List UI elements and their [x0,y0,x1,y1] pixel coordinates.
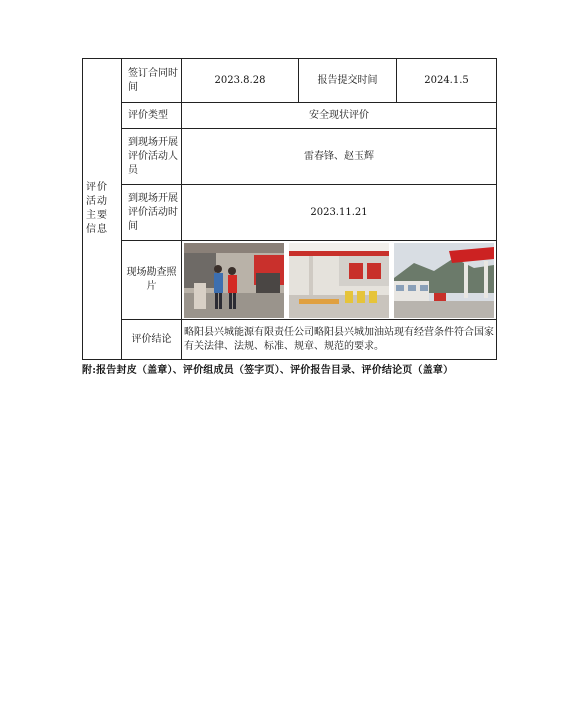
evaluation-info-table [82,58,497,360]
site-personnel-value: 雷春锋、赵玉辉 [182,129,497,185]
report-date-label: 报告提交时间 [299,59,397,103]
site-photo-station-exterior [394,243,494,318]
side-header: 评价活动主要信息 [83,59,122,360]
report-date-value: 2024.1.5 [397,59,497,103]
conclusion-value: 略阳县兴城能源有限责任公司略阳县兴城加油站现有经营条件符合国家有关法律、法规、标准、规章、规范的要求。 [182,320,497,360]
evaluation-type-label: 评价类型 [122,103,182,129]
contract-date-value: 2023.8.28 [182,59,299,103]
conclusion-label: 评价结论 [122,320,182,360]
site-time-value: 2023.11.21 [182,185,497,241]
site-photo-pumps [289,243,389,318]
site-photos-cell [182,241,497,320]
site-time-label: 到现场开展评价活动时间 [122,185,182,241]
evaluation-type-value: 安全现状评价 [182,103,497,129]
site-photos-label: 现场勘查照片 [122,241,182,320]
attachment-note: 附:报告封皮（盖章）、评价组成员（签字页）、评价报告目录、评价结论页（盖章） [82,365,454,376]
site-photo-staff [184,243,284,318]
site-personnel-label: 到现场开展评价活动人员 [122,129,182,185]
contract-date-label: 签订合同时间 [122,59,182,103]
